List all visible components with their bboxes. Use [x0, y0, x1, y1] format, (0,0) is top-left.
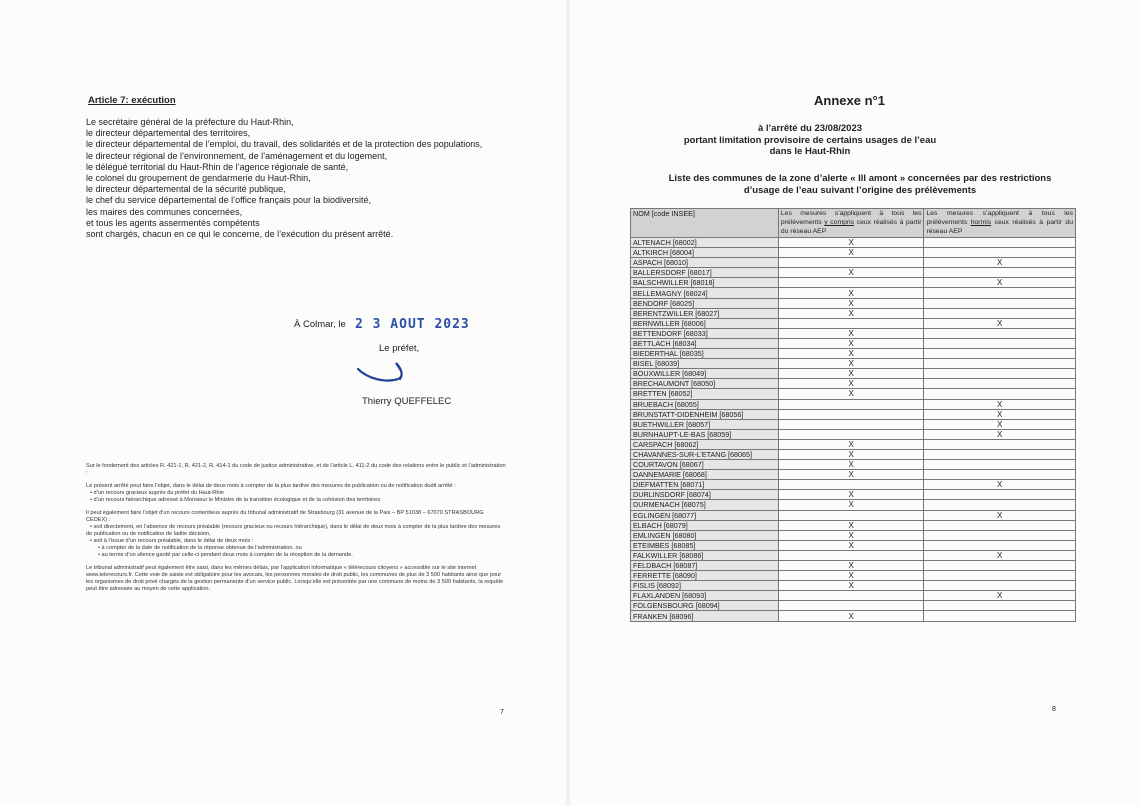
table-row	[631, 460, 1076, 470]
commune-name: BELLEMAGNY [68024]	[631, 288, 779, 298]
cell-including-aep: X	[778, 540, 924, 550]
column-header-name: NOM [code INSEE]	[631, 209, 779, 238]
article-title: Article 7: exécution	[88, 95, 176, 106]
commune-name: DANNEMARIE [68068]	[631, 470, 779, 480]
cell-excluding-aep	[924, 288, 1076, 298]
cell-excluding-aep	[924, 530, 1076, 540]
table-row	[631, 399, 1076, 409]
cell-excluding-aep	[924, 500, 1076, 510]
cell-including-aep	[778, 429, 924, 439]
commune-name: BALSCHWILLER [68018]	[631, 278, 779, 288]
legal-bullet: • au terme d’un silence gardé par celle-ci pendant deux mois à compter de la réception de la demande.	[98, 552, 353, 558]
table-row	[631, 248, 1076, 258]
cell-including-aep: X	[778, 308, 924, 318]
annex-subtitle-line: à l’arrêté du 23/08/2023	[757, 123, 863, 134]
commune-name: ALTKIRCH [68004]	[631, 248, 779, 258]
table-row	[631, 510, 1076, 520]
commune-name: FRANKEN [68096]	[631, 611, 779, 621]
legal-paragraph	[86, 510, 506, 559]
legal-bullet: • soit directement, en l’absence de recours préalable (recours gracieux ou recours hiérarchique), dans le délai de deux mois à compter de la plus tardive des mesures de publication ou de notification de ladite décision,	[86, 524, 501, 537]
cell-including-aep	[778, 480, 924, 490]
table-row	[631, 308, 1076, 318]
commune-name: ALTENACH [68002]	[631, 238, 779, 248]
legal-bullet: • à compter de la date de notification de la réponse obtenue de l’administration, ou	[98, 545, 302, 551]
table-row	[631, 540, 1076, 550]
cell-including-aep	[778, 419, 924, 429]
cell-excluding-aep	[924, 449, 1076, 459]
commune-name: BERENTZWILLER [68027]	[631, 308, 779, 318]
cell-including-aep	[778, 278, 924, 288]
list-title	[600, 173, 1120, 197]
header-emphasis: y compris	[824, 219, 855, 226]
table-row	[631, 349, 1076, 359]
cell-excluding-aep	[924, 581, 1076, 591]
cell-including-aep: X	[778, 359, 924, 369]
cell-including-aep: X	[778, 349, 924, 359]
cell-excluding-aep: X	[924, 591, 1076, 601]
table-row	[631, 550, 1076, 560]
table-row	[631, 601, 1076, 611]
cell-including-aep	[778, 409, 924, 419]
commune-name: EGLINGEN [68077]	[631, 510, 779, 520]
legal-notice	[86, 463, 506, 599]
header-text: Les mesures s’appliquent à tous les prélèvements	[926, 210, 1073, 226]
legal-bullet: • d’un recours gracieux auprès du préfet du Haut-Rhin	[90, 490, 224, 496]
cell-excluding-aep	[924, 460, 1076, 470]
header-text: ceux réalisés à partir du réseau AEP	[780, 219, 922, 235]
cell-including-aep: X	[778, 439, 924, 449]
cell-excluding-aep	[924, 238, 1076, 248]
table-row	[631, 500, 1076, 510]
cell-excluding-aep	[924, 338, 1076, 348]
commune-name: FISLIS [68092]	[631, 581, 779, 591]
cell-excluding-aep: X	[924, 409, 1076, 419]
article-body-line: le colonel du groupement de gendarmerie du Haut-Rhin,	[86, 173, 311, 184]
article-body-line: le directeur départemental de la sécurité publique,	[86, 184, 286, 195]
cell-including-aep: X	[778, 389, 924, 399]
cell-excluding-aep	[924, 248, 1076, 258]
cell-excluding-aep	[924, 379, 1076, 389]
cell-including-aep	[778, 399, 924, 409]
table-row	[631, 591, 1076, 601]
table-row	[631, 328, 1076, 338]
cell-excluding-aep	[924, 308, 1076, 318]
table-row	[631, 389, 1076, 399]
commune-name: BRECHAUMONT [68050]	[631, 379, 779, 389]
table-row	[631, 359, 1076, 369]
cell-excluding-aep	[924, 470, 1076, 480]
commune-name: BETTLACH [68034]	[631, 338, 779, 348]
cell-including-aep	[778, 601, 924, 611]
table-row	[631, 258, 1076, 268]
cell-excluding-aep	[924, 389, 1076, 399]
table-header-row	[631, 209, 1076, 238]
commune-name: ASPACH [68010]	[631, 258, 779, 268]
legal-paragraph	[86, 483, 506, 504]
commune-name: BOUXWILLER [68049]	[631, 369, 779, 379]
commune-name: DIEFMATTEN [68071]	[631, 480, 779, 490]
legal-text: Il peut également faire l’objet d’un recours contentieux auprès du tribunal administratif de Strasbourg (31 avenue de la Paix – BP 51038 – 67070 STRASBOURG CEDEX) :	[86, 510, 484, 523]
article-body-line: le directeur régional de l’environnement, de l’aménagement et du logement,	[86, 150, 388, 161]
table-row	[631, 318, 1076, 328]
cell-including-aep: X	[778, 328, 924, 338]
cell-excluding-aep	[924, 349, 1076, 359]
commune-name: BERNWILLER [68006]	[631, 318, 779, 328]
cell-including-aep: X	[778, 470, 924, 480]
signature-name: Thierry QUEFFELEC	[362, 396, 452, 407]
annex-subtitle	[600, 123, 1020, 158]
cell-including-aep: X	[778, 449, 924, 459]
commune-name: BIEDERTHAL [68035]	[631, 349, 779, 359]
cell-excluding-aep: X	[924, 480, 1076, 490]
cell-excluding-aep	[924, 369, 1076, 379]
cell-excluding-aep	[924, 540, 1076, 550]
article-body-line: sont chargés, chacun en ce qui le concerne, de l’exécution du présent arrêté.	[86, 229, 394, 240]
cell-including-aep	[778, 510, 924, 520]
cell-including-aep: X	[778, 298, 924, 308]
article-body-line: les maires des communes concernées,	[86, 206, 243, 217]
table-row	[631, 268, 1076, 278]
commune-name: BRUEBACH [68055]	[631, 399, 779, 409]
cell-excluding-aep: X	[924, 429, 1076, 439]
commune-name: CARSPACH [68062]	[631, 439, 779, 449]
table-row	[631, 480, 1076, 490]
table-row	[631, 561, 1076, 571]
cell-including-aep: X	[778, 490, 924, 500]
cell-excluding-aep: X	[924, 278, 1076, 288]
cell-including-aep: X	[778, 530, 924, 540]
header-text: Les mesures s’appliquent à tous les prélèvements	[780, 210, 922, 226]
cell-excluding-aep: X	[924, 399, 1076, 409]
cell-excluding-aep	[924, 611, 1076, 621]
annex-subtitle-line: portant limitation provisoire de certains usages de l’eau	[683, 134, 937, 146]
communes-table-body	[631, 238, 1076, 622]
annex-subtitle-line: dans le Haut-Rhin	[769, 146, 851, 157]
commune-name: DURLINSDORF [68074]	[631, 490, 779, 500]
cell-including-aep: X	[778, 611, 924, 621]
signature-date-stamp: 2 3 AOUT 2023	[355, 317, 470, 332]
table-row	[631, 571, 1076, 581]
communes-table	[630, 208, 1076, 622]
cell-excluding-aep	[924, 298, 1076, 308]
cell-including-aep	[778, 258, 924, 268]
table-row	[631, 379, 1076, 389]
article-body	[86, 117, 506, 240]
cell-including-aep: X	[778, 571, 924, 581]
cell-including-aep: X	[778, 288, 924, 298]
table-row	[631, 338, 1076, 348]
cell-excluding-aep	[924, 601, 1076, 611]
table-row	[631, 298, 1076, 308]
commune-name: COURTAVON [68067]	[631, 460, 779, 470]
cell-excluding-aep: X	[924, 510, 1076, 520]
table-row	[631, 530, 1076, 540]
table-row	[631, 470, 1076, 480]
table-row	[631, 490, 1076, 500]
table-row	[631, 238, 1076, 248]
commune-name: BENDORF [68025]	[631, 298, 779, 308]
cell-including-aep: X	[778, 500, 924, 510]
annex-title: Annexe n°1	[814, 93, 885, 108]
commune-name: CHAVANNES-SUR-L’ETANG [68065]	[631, 449, 779, 459]
table-row	[631, 409, 1076, 419]
cell-excluding-aep	[924, 520, 1076, 530]
handwritten-signature	[356, 357, 416, 393]
commune-name: BETTENDORF [68033]	[631, 328, 779, 338]
article-body-line: le directeur départemental des territoires,	[86, 128, 251, 139]
cell-including-aep: X	[778, 268, 924, 278]
article-body-line: le chef du service départemental de l’office français pour la biodiversité,	[86, 195, 371, 206]
signature-place: À Colmar, le	[294, 319, 346, 330]
commune-name: FOLGENSBOURG [68094]	[631, 601, 779, 611]
commune-name: FELDBACH [68087]	[631, 561, 779, 571]
cell-excluding-aep	[924, 490, 1076, 500]
table-row	[631, 288, 1076, 298]
cell-including-aep: X	[778, 248, 924, 258]
table-row	[631, 449, 1076, 459]
document-page-left	[0, 0, 566, 806]
commune-name: BURNHAUPT-LE-BAS [68059]	[631, 429, 779, 439]
legal-paragraph: Sur le fondement des articles R. 421-1, R. 421-2, R. 414-1 du code de justice administrative, et de l’article L. 411-2 du code des relations entre le public et l’administration :	[86, 463, 506, 476]
commune-name: ETEIMBES [68085]	[631, 540, 779, 550]
legal-paragraph: Le tribunal administratif peut également être saisi, dans les mêmes délais, par l’application informatique « télérecours citoyens » accessible sur le site internet www.telerecours.fr. Cette voie de saisie est obligatoire pour les avocats, les personnes morales de droit public, les communes de plus de 3 500 habitants ainsi que pour les organismes de droit privé chargés de la gestion permanente d’un service public. Lorsqu’elle est présentée par une commune de moins de 3 500 habitants, la requête peut être adressée au moyen de cette application.	[86, 565, 504, 592]
article-body-line: le délégué territorial du Haut-Rhin de l’agence régionale de santé,	[86, 161, 349, 172]
article-body-line: Le secrétaire général de la préfecture du Haut-Rhin,	[86, 117, 294, 127]
table-row	[631, 439, 1076, 449]
cell-including-aep: X	[778, 561, 924, 571]
list-title-line: Liste des communes de la zone d’alerte « Ill amont » concernées par des restrictions	[668, 173, 1052, 184]
cell-excluding-aep	[924, 439, 1076, 449]
cell-including-aep: X	[778, 379, 924, 389]
cell-including-aep: X	[778, 581, 924, 591]
cell-including-aep: X	[778, 369, 924, 379]
commune-name: ELBACH [68079]	[631, 520, 779, 530]
table-row	[631, 278, 1076, 288]
table-row	[631, 520, 1076, 530]
header-text: ceux réalisés à partir du réseau AEP	[926, 219, 1073, 235]
commune-name: BALLERSDORF [68017]	[631, 268, 779, 278]
commune-name: DURMENACH [68075]	[631, 500, 779, 510]
column-header-including-aep	[778, 209, 924, 238]
commune-name: FALKWILLER [68086]	[631, 550, 779, 560]
cell-including-aep	[778, 318, 924, 328]
list-title-line: d’usage de l’eau suivant l’origine des prélèvements	[743, 185, 977, 196]
commune-name: EMLINGEN [68080]	[631, 530, 779, 540]
commune-name: FLAXLANDEN [68093]	[631, 591, 779, 601]
table-row	[631, 611, 1076, 621]
legal-bullet: • soit à l’issue d’un recours préalable, dans le délai de deux mois :	[90, 538, 254, 544]
commune-name: BUETHWILLER [68057]	[631, 419, 779, 429]
page-number: 7	[500, 709, 504, 716]
cell-excluding-aep	[924, 328, 1076, 338]
commune-name: BISEL [68039]	[631, 359, 779, 369]
cell-including-aep: X	[778, 238, 924, 248]
table-row	[631, 369, 1076, 379]
article-body-line: le directeur départemental de l’emploi, du travail, des solidarités et de la protection des populations,	[86, 139, 483, 150]
cell-including-aep: X	[778, 520, 924, 530]
cell-excluding-aep: X	[924, 318, 1076, 328]
cell-excluding-aep	[924, 571, 1076, 581]
legal-text: Le présent arrêté peut faire l’objet, dans le délai de deux mois à compter de la plus tardive des mesures de publication ou de notification dudit arrêté :	[86, 483, 456, 489]
legal-bullet: • d’un recours hiérarchique adressé à Monsieur le Ministre de la transition écologique et de la cohésion des territoires	[90, 497, 381, 503]
table-row	[631, 419, 1076, 429]
header-emphasis: hormis	[970, 219, 992, 226]
signature-role: Le préfet,	[379, 343, 420, 354]
table-row	[631, 429, 1076, 439]
document-page-right	[570, 0, 1140, 806]
cell-excluding-aep: X	[924, 550, 1076, 560]
commune-name: BRUNSTATT-DIDENHEIM [68056]	[631, 409, 779, 419]
cell-including-aep: X	[778, 460, 924, 470]
article-body-line: et tous les agents assermentés compétents	[86, 217, 260, 228]
cell-excluding-aep	[924, 561, 1076, 571]
column-header-excluding-aep	[924, 209, 1076, 238]
cell-including-aep	[778, 550, 924, 560]
commune-name: BRETTEN [68052]	[631, 389, 779, 399]
cell-excluding-aep	[924, 359, 1076, 369]
cell-including-aep: X	[778, 338, 924, 348]
table-row	[631, 581, 1076, 591]
cell-excluding-aep: X	[924, 419, 1076, 429]
commune-name: FERRETTE [68090]	[631, 571, 779, 581]
cell-excluding-aep: X	[924, 258, 1076, 268]
cell-excluding-aep	[924, 268, 1076, 278]
page-number: 8	[1052, 706, 1056, 713]
cell-including-aep	[778, 591, 924, 601]
